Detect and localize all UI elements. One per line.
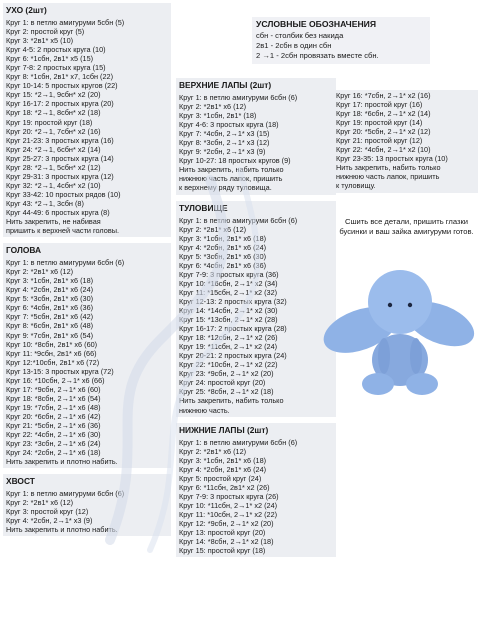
pattern-line: к верхнему ряду туловища.: [179, 183, 272, 193]
bunny-eye-right: [408, 303, 412, 307]
pattern-line: Круг 10-27: 18 простых кругов (9): [179, 156, 291, 166]
column-middle: [176, 78, 336, 560]
pattern-line: Круг 1: в петлю амигуруми 6сбн (6): [179, 93, 298, 102]
pattern-line: Круг 9: *2сбн, 2→1* х3 (9): [179, 147, 266, 157]
pattern-line: 2 →1 - 2сбн провязать вместе сбн.: [256, 51, 379, 60]
pattern-line: Круг 23: *3сбн, 2→1* х6 (24): [6, 439, 101, 449]
pattern-line: Круг 15: *2→1, 9сбн* х2 (20): [6, 90, 101, 100]
pattern-line: Круг 2: *2в1* х6 (12): [6, 498, 74, 508]
ear-title: УХО (2шт): [6, 5, 47, 15]
pattern-line: нижнюю часть лапок, пришить: [179, 174, 283, 184]
legend-box: [252, 17, 430, 64]
legend-title: УСЛОВНЫЕ ОБОЗНАЧЕНИЯ: [256, 19, 377, 29]
pattern-line: Круг 1: в петлю амигуруми 5сбн (5): [6, 18, 125, 27]
bunny-foot-left: [362, 373, 394, 395]
pattern-line: Круг 11: *15сбн, 2→1* х2 (32): [179, 287, 278, 297]
pattern-line: Круг 7-8: 2 простых круга (15): [6, 63, 106, 73]
pattern-line: Круг 10: *8сбн, 2в1* х6 (60): [6, 339, 98, 349]
pattern-line: Круг 4-5: 2 простых круга (10): [6, 45, 106, 55]
pattern-line: Круг 43: *2→1, 3сбн (8): [6, 198, 84, 208]
pattern-line: Круг 8: *1сбн, 2в1* х7, 1сбн (22): [6, 72, 114, 82]
pattern-line: Круг 12:*10сбн, 2в1* х6 (72): [6, 357, 100, 367]
body-title: ТУЛОВИЩЕ: [179, 202, 228, 213]
pattern-line: Круг 3: *1сбн, 2в1* (18): [179, 111, 257, 121]
pattern-line: Круг 7: *5сбн, 2в1* х6 (42): [6, 312, 94, 322]
pattern-line: Круг 19: простой круг (18): [6, 117, 93, 127]
pattern-line: Круг 6: *4сбн, 2в1* х6 (36): [6, 303, 94, 313]
bunny-eye-left: [388, 303, 392, 307]
bunny-arm-right: [410, 338, 422, 374]
pattern-line: Круг 7-9: 3 простых круга (26): [179, 491, 279, 501]
pattern-line: Круг 23-35: 13 простых круга (10): [336, 154, 448, 164]
pattern-line: Круг 14: *8сбн, 2→1* х2 (18): [179, 537, 274, 547]
pattern-line: Круг 11: *10сбн, 2→1* х2 (22): [179, 509, 278, 519]
pattern-line: Круг 18: *2→1, 8сбн* х2 (18): [6, 108, 101, 118]
pattern-line: Круг 24: *2→1, 6сбн* х2 (14): [6, 144, 101, 154]
pattern-line: Круг 22: *4сбн, 2→1* х6 (30): [6, 430, 101, 440]
pattern-line: Круг 21-23: 3 простых круга (16): [6, 135, 114, 145]
pattern-line: Круг 8: *3сбн, 2→1* х3 (12): [179, 138, 270, 148]
pattern-line: Круг 3: *1сбн, 2в1* х6 (18): [179, 233, 267, 243]
column-left: [3, 3, 171, 539]
pattern-line: Круг 4: *2сбн, 2→1* х3 (9): [6, 516, 93, 526]
pattern-line: Круг 2: *2в1* х6 (12): [179, 224, 247, 234]
pattern-line: Круг 18: *12сбн, 2→1* х2 (26): [179, 333, 278, 343]
lower-legs-section: [176, 423, 336, 558]
pattern-line: Круг 2: простой круг (5): [6, 27, 85, 37]
pattern-line: Круг 4: *2сбн, 2в1* х6 (24): [179, 242, 267, 252]
pattern-line: Круг 21: простой круг (12): [336, 136, 423, 146]
pattern-line: Круг 5: *3сбн, 2в1* х6 (30): [6, 294, 94, 304]
bunny-foot-right: [406, 373, 438, 395]
pattern-line: Круг 20: *5сбн, 2→1* х2 (12): [336, 127, 431, 137]
body-lines: [179, 216, 333, 415]
tail-section: [3, 474, 171, 536]
pattern-line: Круг 22: *10сбн, 2→1* х2 (22): [179, 360, 278, 370]
pattern-line: Круг 20: *6сбн, 2→1* х6 (42): [6, 411, 101, 421]
pattern-line: Круг 19: *7сбн, 2→1* х6 (48): [6, 402, 101, 412]
pattern-line: Круг 12-13: 2 простых круга (32): [179, 296, 287, 306]
pattern-line: Круг 10: *16сбн, 2→1* х2 (34): [179, 278, 278, 288]
pattern-line: Круг 1: в петлю амигуруми 6сбн (6): [6, 489, 125, 499]
ear-section: [3, 3, 171, 237]
pattern-line: Круг 4-6: 3 простых круга (18): [179, 120, 279, 130]
head-section: [3, 243, 171, 468]
pattern-line: Круг 8: *6сбн, 2в1* х6 (48): [6, 321, 94, 331]
pattern-line: Круг 5: простой круг (24): [179, 473, 262, 483]
pattern-line: Нить закрепить и плотно набить.: [6, 525, 118, 535]
pattern-line: Круг 10: *11сбн, 2→1* х2 (24): [179, 500, 278, 510]
pattern-line: Круг 17: простой круг (16): [336, 100, 423, 110]
bunny-head: [368, 270, 432, 334]
lower-legs-title: НИЖНИЕ ЛАПЫ (2шт): [179, 424, 269, 435]
pattern-line: Круг 24: простой круг (20): [179, 378, 266, 388]
pattern-line: Круг 25-27: 3 простых круга (14): [6, 153, 114, 163]
pattern-line: Круг 23: *9сбн, 2→1* х2 (20): [179, 369, 274, 379]
pattern-line: Круг 11: *9сбн, 2в1* х6 (66): [6, 348, 97, 358]
pattern-line: Круг 17: *9сбн, 2→1* х6 (60): [6, 384, 101, 394]
pattern-line: Круг 1: в петлю амигуруми 6сбн (6): [179, 437, 298, 447]
pattern-line: нижнюю часть лапок, пришить: [336, 172, 440, 182]
tail-title: ХВОСТ: [6, 476, 35, 487]
pattern-line: Круг 20: *2→1, 7сбн* х2 (16): [6, 126, 101, 136]
pattern-line: Круг 29-31: 3 простых круга (12): [6, 171, 114, 181]
pattern-line: Круг 3: *1сбн, 2в1* х6 (18): [179, 455, 267, 465]
pattern-line: Круг 21: *5сбн, 2→1* х6 (36): [6, 420, 101, 430]
pattern-line: Круг 2: *2в1* х6 (12): [179, 102, 247, 112]
head-title: ГОЛОВА: [6, 245, 42, 256]
pattern-line: Круг 7-9: 3 простых круга (36): [179, 269, 279, 279]
upper-legs-title: ВЕРХНИЕ ЛАПЫ (2шт): [179, 80, 272, 90]
pattern-line: к туловищу.: [336, 181, 376, 191]
pattern-line: Нить закрепить, набить только: [336, 163, 441, 173]
pattern-line: Круг 13: простой круг (20): [179, 528, 266, 538]
pattern-line: Круг 18: *8сбн, 2→1* х6 (54): [6, 393, 101, 403]
pattern-line: Круг 16-17: 2 простых круга (20): [6, 99, 114, 109]
pattern-line: Нить закрепить, не набивая: [6, 217, 101, 227]
pattern-line: Круг 18: *6сбн, 2→1* х2 (14): [336, 109, 431, 119]
pattern-line: Круг 1: в петлю амигуруми 6сбн (6): [179, 215, 298, 225]
pattern-line: Круг 20-21: 2 простых круга (24): [179, 351, 287, 361]
pattern-line: Круг 22: *4сбн, 2→1* х2 (10): [336, 145, 431, 155]
pattern-line: Круг 14: *14сбн, 2→1* х2 (30): [179, 305, 278, 315]
pattern-line: Круг 19: простой круг (14): [336, 118, 423, 128]
lower-legs-cont-section: [333, 90, 478, 193]
pattern-line: Круг 4: *2сбн, 2в1* х6 (24): [6, 285, 94, 295]
pattern-line: Круг 32: *2→1, 4сбн* х2 (10): [6, 180, 101, 190]
pattern-line: сбн - столбик без накида: [256, 31, 344, 40]
pattern-line: Круг 5: *3сбн, 2в1* х6 (30): [179, 251, 267, 261]
pattern-line: Круг 16: *10сбн, 2→1* х6 (66): [6, 375, 105, 385]
body-section: [176, 201, 336, 417]
pattern-line: Круг 4: *2сбн, 2в1* х6 (24): [179, 464, 267, 474]
pattern-line: Нить закрепить, набить только: [179, 165, 284, 175]
pattern-line: Круг 6: *4сбн, 2в1* х6 (36): [179, 260, 267, 270]
bunny-arm-left: [378, 338, 390, 374]
pattern-line: Круг 3: *1сбн, 2в1* х6 (18): [6, 276, 94, 286]
ear-lines: [6, 18, 168, 235]
pattern-line: Круг 13-15: 3 простых круга (72): [6, 366, 114, 376]
pattern-line: пришить к верхней части головы.: [6, 226, 119, 236]
pattern-line: Круг 28: *2→1, 5сбн* х2 (12): [6, 162, 101, 172]
pattern-line: Круг 24: *2сбн, 2→1* х6 (18): [6, 448, 101, 458]
pattern-line: Круг 3: *2в1* х5 (10): [6, 36, 74, 46]
pattern-line: Круг 6: *11сбн, 2в1* х2 (26): [179, 482, 270, 492]
pattern-line: Нить закрепить и плотно набить.: [6, 457, 118, 467]
legend-lines: [256, 31, 426, 61]
pattern-line: Круг 33-42: 10 простых рядов (10): [6, 189, 121, 199]
pattern-line: Круг 25: *8сбн, 2→1* х2 (18): [179, 387, 274, 397]
pattern-line: Круг 3: простой круг (12): [6, 507, 89, 517]
pattern-line: Круг 2: *2в1* х6 (12): [6, 267, 74, 277]
pattern-line: Круг 44-49: 6 простых круга (8): [6, 207, 110, 217]
bunny-image: [318, 260, 478, 400]
pattern-line: нижнюю часть.: [179, 405, 230, 415]
pattern-line: Круг 7: *4сбн, 2→1* х3 (15): [179, 129, 270, 139]
pattern-line: Круг 12: *9сбн, 2→1* х2 (20): [179, 518, 274, 528]
upper-legs-lines: [179, 93, 333, 193]
pattern-line: Круг 9: *7сбн, 2в1* х6 (54): [6, 330, 94, 340]
pattern-line: Круг 6: *1сбн, 2в1* х5 (15): [6, 54, 94, 64]
pattern-line: Круг 19: *11сбн, 2→1* х2 (24): [179, 342, 278, 352]
pattern-line: Круг 10-14: 5 простых кругов (22): [6, 81, 118, 91]
tail-lines: [6, 489, 168, 534]
pattern-line: Круг 15: простой круг (18): [179, 546, 266, 556]
lower-legs-lines: [179, 438, 333, 556]
pattern-line: Круг 16: *7сбн, 2→1* х2 (16): [336, 91, 431, 100]
pattern-line: 2в1 - 2сбн в один сбн: [256, 41, 332, 50]
pattern-line: Нить закрепить, набить только: [179, 396, 284, 406]
final-note: Сшить все детали, пришить глазки бусинки и ваш зайка амигуруми готов.: [339, 217, 474, 236]
pattern-line: Круг 15: *13сбн, 2→1* х2 (28): [179, 315, 278, 325]
pattern-line: Круг 1: в петлю амигуруми 6сбн (6): [6, 258, 125, 268]
upper-legs-section: [176, 78, 336, 195]
pattern-line: Круг 16-17: 2 простых круга (28): [179, 324, 287, 334]
head-lines: [6, 258, 168, 466]
column-right: [333, 90, 478, 196]
pattern-line: Круг 2: *2в1* х6 (12): [179, 446, 247, 456]
lower-legs-cont-lines: [336, 91, 475, 191]
